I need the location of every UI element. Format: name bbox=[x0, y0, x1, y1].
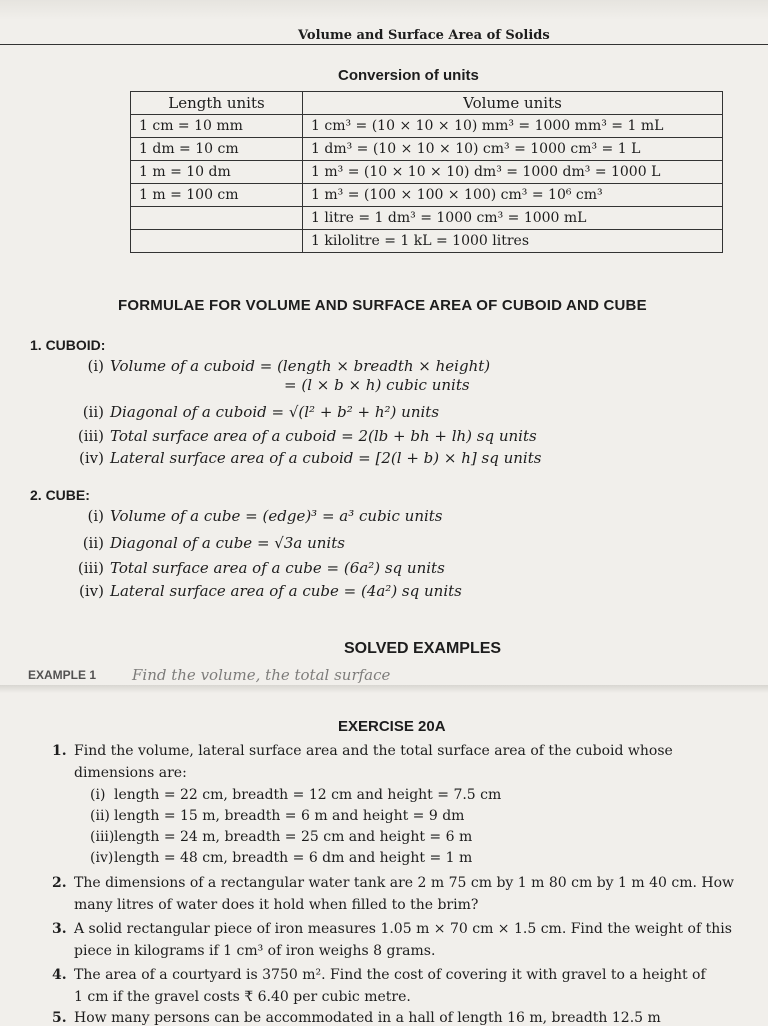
question-3-cont: piece in kilograms if 1 cm³ of iron weighs 8 grams. bbox=[74, 943, 436, 959]
formulae-heading: FORMULAE FOR VOLUME AND SURFACE AREA OF CUBOID AND CUBE bbox=[118, 297, 647, 314]
volume-cell: 1 m³ = (100 × 100 × 100) cm³ = 10⁶ cm³ bbox=[303, 184, 723, 207]
length-cell: 1 cm = 10 mm bbox=[131, 115, 303, 138]
part-number: (iv) bbox=[90, 850, 114, 866]
table-header-row bbox=[131, 92, 723, 115]
volume-cell: 1 m³ = (10 × 10 × 10) dm³ = 1000 dm³ = 1000 L bbox=[303, 161, 723, 184]
formula-text: Diagonal of a cuboid = √(l² + b² + h²) units bbox=[110, 403, 440, 421]
formula-text: Diagonal of a cube = √3a units bbox=[110, 534, 345, 552]
question-4 bbox=[52, 967, 706, 983]
item-number: (iv) bbox=[79, 449, 104, 467]
item-number: (ii) bbox=[82, 403, 104, 421]
formula-text: = (l × b × h) cubic units bbox=[284, 376, 470, 394]
question-1-part bbox=[90, 808, 464, 824]
cuboid-total-surface-formula bbox=[70, 427, 537, 445]
table-row bbox=[131, 115, 723, 138]
part-number: (ii) bbox=[90, 808, 110, 824]
part-text: length = 48 cm, breadth = 6 dm and height = 1 m bbox=[114, 850, 473, 866]
item-number: (iii) bbox=[77, 427, 104, 445]
formula-text: Lateral surface area of a cuboid = [2(l + b) × h] sq units bbox=[110, 449, 542, 467]
table-row bbox=[131, 184, 723, 207]
table-row bbox=[131, 207, 723, 230]
length-cell bbox=[131, 230, 303, 253]
question-1-part bbox=[90, 787, 501, 803]
formula-text: Volume of a cube = (edge)³ = a³ cubic units bbox=[110, 507, 443, 525]
part-text: length = 15 m, breadth = 6 m and height = 9 dm bbox=[114, 808, 465, 824]
cube-volume-formula bbox=[70, 507, 443, 525]
header-rule bbox=[0, 44, 768, 45]
question-4-cont: 1 cm if the gravel costs ₹ 6.40 per cubic metre. bbox=[74, 989, 411, 1005]
item-number: (i) bbox=[87, 507, 104, 525]
table-row bbox=[131, 161, 723, 184]
question-1-cont: dimensions are: bbox=[74, 765, 187, 781]
volume-cell: 1 dm³ = (10 × 10 × 10) cm³ = 1000 cm³ = 1 L bbox=[303, 138, 723, 161]
question-number: 4. bbox=[52, 967, 67, 983]
volume-cell: 1 kilolitre = 1 kL = 1000 litres bbox=[303, 230, 723, 253]
question-2-cont: many litres of water does it hold when filled to the brim? bbox=[74, 897, 479, 913]
item-number: (i) bbox=[87, 357, 104, 375]
length-cell bbox=[131, 207, 303, 230]
question-text: The area of a courtyard is 3750 m². Find the cost of covering it with gravel to a height of bbox=[74, 967, 706, 983]
question-1 bbox=[52, 743, 673, 759]
part-text: length = 22 cm, breadth = 12 cm and height = 7.5 cm bbox=[114, 787, 502, 803]
question-number: 1. bbox=[52, 743, 67, 759]
item-number: (iii) bbox=[77, 559, 104, 577]
part-number: (i) bbox=[90, 787, 106, 803]
exercise-heading: EXERCISE 20A bbox=[338, 718, 446, 735]
cube-heading: 2. CUBE: bbox=[30, 487, 90, 503]
solved-examples-heading: SOLVED EXAMPLES bbox=[344, 640, 502, 657]
cuboid-lateral-surface-formula bbox=[70, 449, 541, 467]
table-row bbox=[131, 230, 723, 253]
header-volume-units: Volume units bbox=[303, 92, 723, 115]
cube-total-surface-formula bbox=[70, 559, 445, 577]
header-length-units: Length units bbox=[131, 92, 303, 115]
cube-diagonal-formula bbox=[70, 534, 345, 552]
formula-text: Lateral surface area of a cube = (4a²) sq units bbox=[110, 582, 462, 600]
question-number: 5. bbox=[52, 1010, 67, 1026]
volume-cell: 1 litre = 1 dm³ = 1000 cm³ = 1000 mL bbox=[303, 207, 723, 230]
table-title: Conversion of units bbox=[338, 67, 479, 84]
question-number: 3. bbox=[52, 921, 67, 937]
formula-text: Total surface area of a cuboid = 2(lb + bh + lh) sq units bbox=[110, 427, 537, 445]
question-1-part bbox=[90, 829, 472, 845]
cube-lateral-surface-formula bbox=[70, 582, 462, 600]
formula-text: Total surface area of a cube = (6a²) sq units bbox=[110, 559, 445, 577]
example-label: EXAMPLE 1 bbox=[28, 668, 97, 682]
conversion-table bbox=[130, 91, 723, 253]
cuboid-diagonal-formula bbox=[70, 403, 439, 421]
length-cell: 1 m = 10 dm bbox=[131, 161, 303, 184]
length-cell: 1 m = 100 cm bbox=[131, 184, 303, 207]
part-text: length = 24 m, breadth = 25 cm and height = 6 m bbox=[114, 829, 473, 845]
cuboid-volume-formula-cont bbox=[284, 376, 470, 394]
question-text: A solid rectangular piece of iron measures 1.05 m × 70 cm × 1.5 cm. Find the weight of this bbox=[74, 921, 732, 937]
question-text: Find the volume, lateral surface area and the total surface area of the cuboid whose bbox=[74, 743, 673, 759]
question-3 bbox=[52, 921, 732, 937]
question-text: The dimensions of a rectangular water tank are 2 m 75 cm by 1 m 80 cm by 1 m 40 cm. How bbox=[74, 875, 734, 891]
volume-cell: 1 cm³ = (10 × 10 × 10) mm³ = 1000 mm³ = 1 mL bbox=[303, 115, 723, 138]
running-head: Volume and Surface Area of Solids bbox=[298, 28, 550, 43]
example-text: Find the volume, the total surface bbox=[132, 666, 391, 684]
part-number: (iii) bbox=[90, 829, 115, 845]
question-1-part bbox=[90, 850, 472, 866]
page-shadow bbox=[0, 0, 768, 20]
item-number: (iv) bbox=[79, 582, 104, 600]
question-2 bbox=[52, 875, 734, 891]
formula-text: Volume of a cuboid = (length × breadth × height) bbox=[110, 357, 491, 375]
item-number: (ii) bbox=[82, 534, 104, 552]
cuboid-volume-formula bbox=[70, 357, 490, 375]
length-cell: 1 dm = 10 cm bbox=[131, 138, 303, 161]
page-fold-shadow bbox=[0, 685, 768, 693]
question-number: 2. bbox=[52, 875, 67, 891]
question-text: How many persons can be accommodated in a hall of length 16 m, breadth 12.5 m bbox=[74, 1010, 661, 1026]
table-row bbox=[131, 138, 723, 161]
cuboid-heading: 1. CUBOID: bbox=[30, 337, 106, 353]
